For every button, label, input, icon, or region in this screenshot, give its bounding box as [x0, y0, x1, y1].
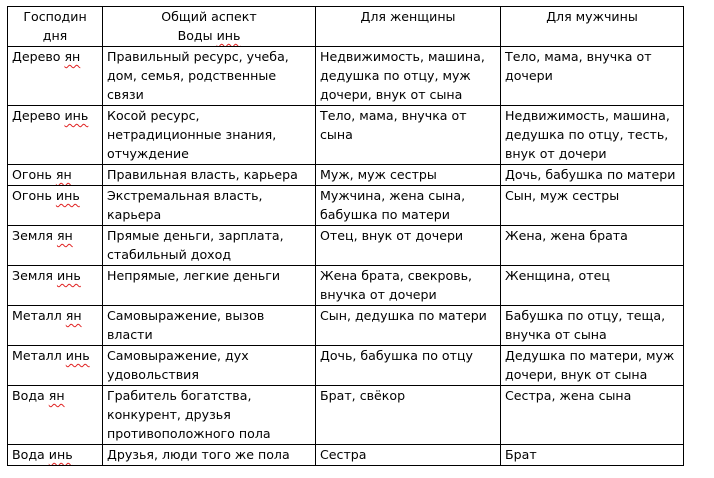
- polarity: инь: [56, 268, 81, 283]
- table-row: [8, 226, 684, 266]
- cell-general: Прямые деньги, зарплата, стабильный доход: [103, 226, 316, 266]
- header-women: Для женщины: [316, 7, 501, 47]
- polarity: инь: [55, 188, 80, 203]
- cell-general: Непрямые, легкие деньги: [103, 266, 316, 306]
- polarity: ян: [55, 167, 72, 182]
- table-row: [8, 386, 684, 445]
- cell-women: Муж, муж сестры: [316, 165, 501, 186]
- cell-general: Экстремальная власть, карьера: [103, 186, 316, 226]
- cell-women: Жена брата, свекровь, внучка от дочери: [316, 266, 501, 306]
- table-row: [8, 47, 684, 106]
- cell-general: Друзья, люди того же пола: [103, 445, 316, 466]
- cell-women: Сын, дедушка по матери: [316, 306, 501, 346]
- cell-men: Недвижимость, машина, дедушка по отцу, тесть, внук от дочери: [501, 106, 684, 165]
- element-name: Земля: [12, 228, 57, 243]
- cell-men: Дочь, бабушка по матери: [501, 165, 684, 186]
- element-relations-table: [7, 6, 684, 466]
- cell-day-master: [8, 445, 103, 466]
- header-general-line1: Общий аспект: [161, 9, 257, 24]
- cell-men: Брат: [501, 445, 684, 466]
- element-name: Огонь: [12, 188, 56, 203]
- cell-women: Отец, внук от дочери: [316, 226, 501, 266]
- cell-women: Мужчина, жена сына, бабушка по матери: [316, 186, 501, 226]
- header-men: Для мужчины: [501, 7, 684, 47]
- element-name: Земля: [12, 268, 57, 283]
- header-general-line2-b: инь: [216, 28, 241, 43]
- cell-women: Недвижимость, машина, дедушка по отцу, муж дочери, внук от сына: [316, 47, 501, 106]
- element-name: Металл: [12, 348, 66, 363]
- element-name: Огонь: [12, 167, 56, 182]
- header-day-master-line2: дня: [42, 28, 68, 43]
- cell-men: Дедушка по матери, муж дочери, внук от сына: [501, 346, 684, 386]
- cell-day-master: [8, 106, 103, 165]
- table-row: [8, 445, 684, 466]
- cell-men: Женщина, отец: [501, 266, 684, 306]
- header-general-aspect: [103, 7, 316, 47]
- header-general-line2: [107, 26, 311, 45]
- polarity: инь: [65, 348, 90, 363]
- cell-day-master: [8, 186, 103, 226]
- cell-day-master: [8, 266, 103, 306]
- polarity: ян: [65, 308, 82, 323]
- element-name: Дерево: [12, 108, 65, 123]
- cell-general: Правильная власть, карьера: [103, 165, 316, 186]
- cell-men: Жена, жена брата: [501, 226, 684, 266]
- cell-day-master: [8, 386, 103, 445]
- polarity: инь: [48, 447, 73, 462]
- header-day-master-line1: Господин: [23, 9, 87, 24]
- table-row: [8, 106, 684, 165]
- cell-men: Сын, муж сестры: [501, 186, 684, 226]
- cell-general: Самовыражение, вызов власти: [103, 306, 316, 346]
- table-row: [8, 186, 684, 226]
- polarity: ян: [64, 49, 81, 64]
- table-row: [8, 165, 684, 186]
- cell-general: Косой ресурс, нетрадиционные знания, отчуждение: [103, 106, 316, 165]
- cell-men: Сестра, жена сына: [501, 386, 684, 445]
- cell-day-master: [8, 226, 103, 266]
- cell-women: Сестра: [316, 445, 501, 466]
- header-row: [8, 7, 684, 47]
- cell-general: Правильный ресурс, учеба, дом, семья, родственные связи: [103, 47, 316, 106]
- element-name: Вода: [12, 447, 49, 462]
- cell-men: Тело, мама, внучка от дочери: [501, 47, 684, 106]
- cell-women: Брат, свёкор: [316, 386, 501, 445]
- element-name: Дерево: [12, 49, 65, 64]
- header-general-line2-a: Воды: [177, 28, 217, 43]
- cell-day-master: [8, 346, 103, 386]
- cell-women: Тело, мама, внучка от сына: [316, 106, 501, 165]
- cell-men: Бабушка по отцу, теща, внучка от сына: [501, 306, 684, 346]
- cell-day-master: [8, 47, 103, 106]
- cell-day-master: [8, 165, 103, 186]
- table-row: [8, 266, 684, 306]
- element-name: Металл: [12, 308, 66, 323]
- element-name: Вода: [12, 388, 49, 403]
- table-row: [8, 346, 684, 386]
- cell-women: Дочь, бабушка по отцу: [316, 346, 501, 386]
- cell-general: Самовыражение, дух удовольствия: [103, 346, 316, 386]
- cell-day-master: [8, 306, 103, 346]
- header-day-master: [8, 7, 103, 47]
- polarity: инь: [64, 108, 89, 123]
- cell-general: Грабитель богатства, конкурент, друзья противоположного пола: [103, 386, 316, 445]
- polarity: ян: [48, 388, 65, 403]
- polarity: ян: [56, 228, 73, 243]
- table-row: [8, 306, 684, 346]
